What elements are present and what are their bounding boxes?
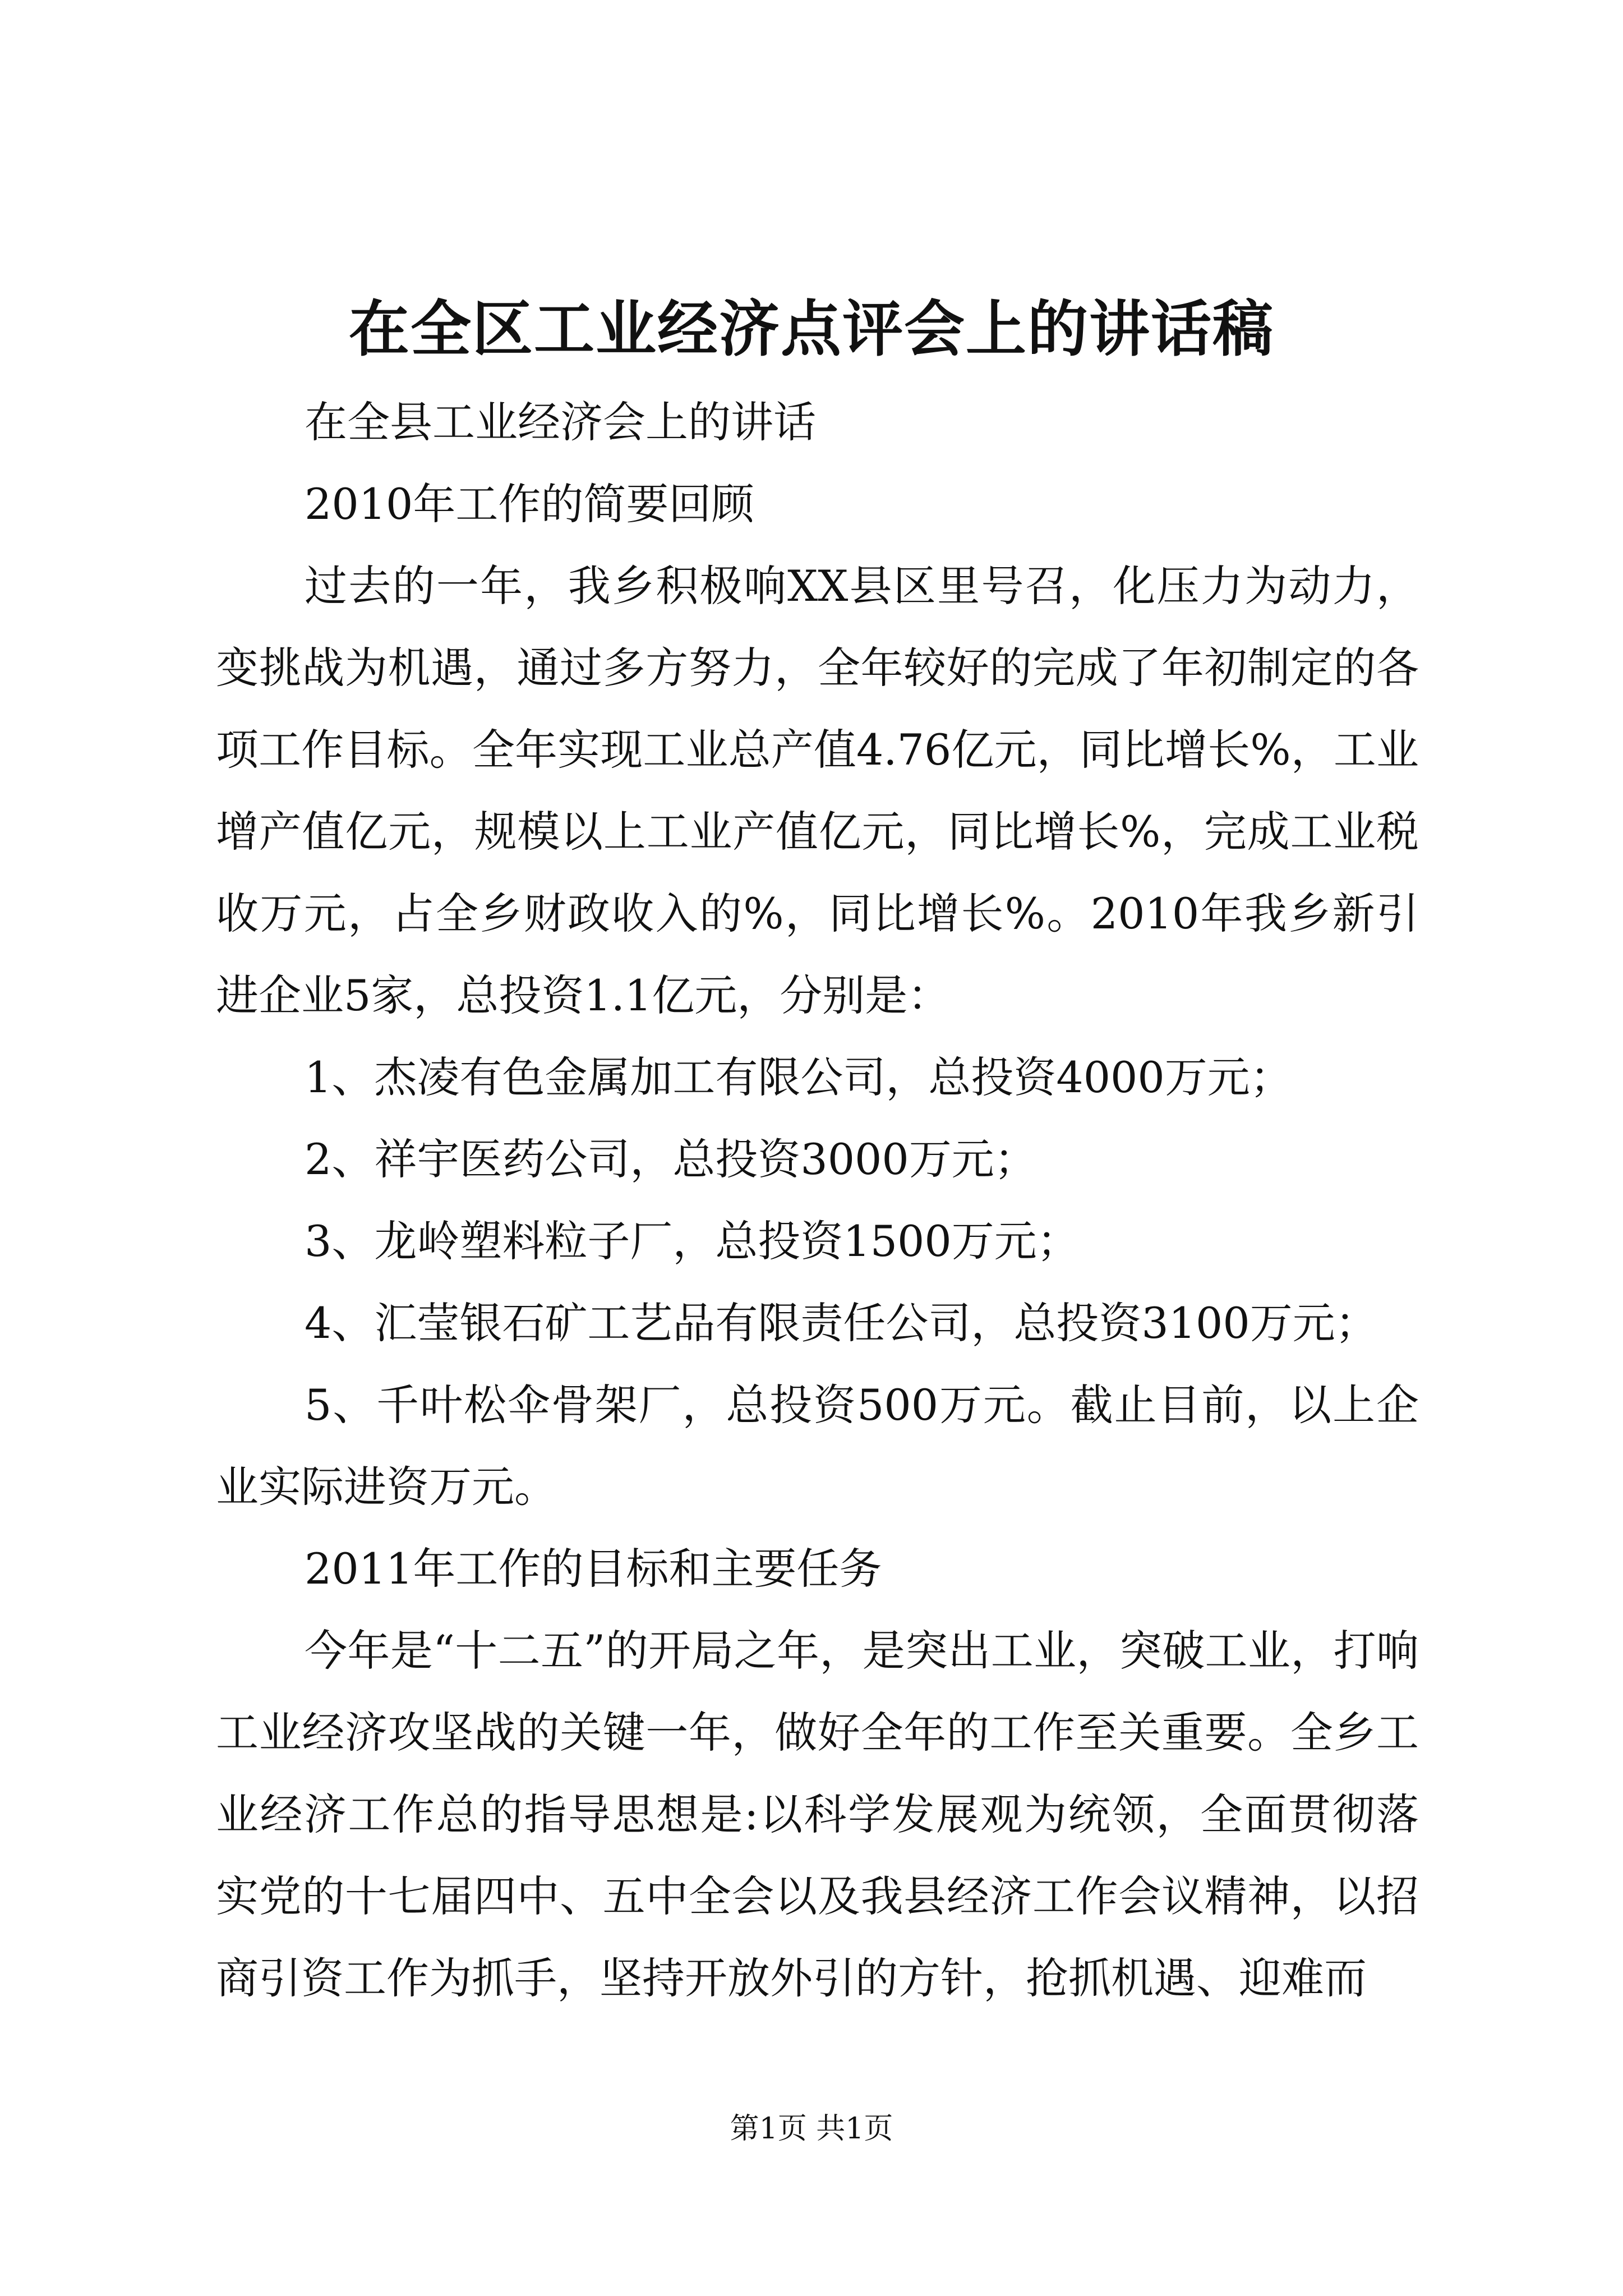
document-title: 在全区工业经济点评会上的讲话稿 — [348, 294, 1274, 365]
body-paragraph: 今年是“十二五”的开局之年，是突出工业，突破工业，打响工业经济攻坚战的关键一年，做好全年的工作至关重要。全乡工业经济工作总的指导思想是:以科学发展观为统领，全面贯彻落实党的十七届四中、五中全会以及我县经济工作会议精神，以招商引资工作为抓手，坚持开放外引的方针，抢抓机遇、迎难而 — [216, 1626, 1419, 2003]
subtitle-paragraph: 在全县工业经济会上的讲话 — [305, 397, 816, 447]
list-item: 2、祥宇医药公司，总投资3000万元； — [305, 1134, 1037, 1184]
list-item: 3、龙岭塑料粒子厂，总投资1500万元； — [305, 1216, 1080, 1266]
page-number: 第1页 共1页 — [730, 2112, 893, 2146]
body-paragraph: 过去的一年，我乡积极响XX县区里号召，化压力为动力，变挑战为机遇，通过多方努力，全年较好的完成了年初制定的各项工作目标。全年实现工业总产值4.76亿元，同比增长%，工业增产值亿元，规模以上工业产值亿元，同比增长%，完成工业税收万元，占全乡财政收入的%，同比增长%。2010年我乡新引进企业5家，总投资1.1亿元，分别是： — [216, 561, 1419, 1020]
section-heading-review: 2010年工作的简要回顾 — [305, 479, 754, 529]
page-footer — [0, 2109, 1623, 2148]
list-item: 1、杰凌有色金属加工有限公司，总投资4000万元； — [305, 1052, 1293, 1102]
document-body — [216, 381, 1419, 2019]
list-item: 5、千叶松伞骨架厂，总投资500万元。截止目前，以上企业实际进资万元。 — [216, 1380, 1419, 1512]
section-heading-goals: 2011年工作的目标和主要任务 — [305, 1544, 882, 1594]
list-item: 4、汇莹银石矿工艺品有限责任公司，总投资3100万元； — [305, 1298, 1378, 1348]
